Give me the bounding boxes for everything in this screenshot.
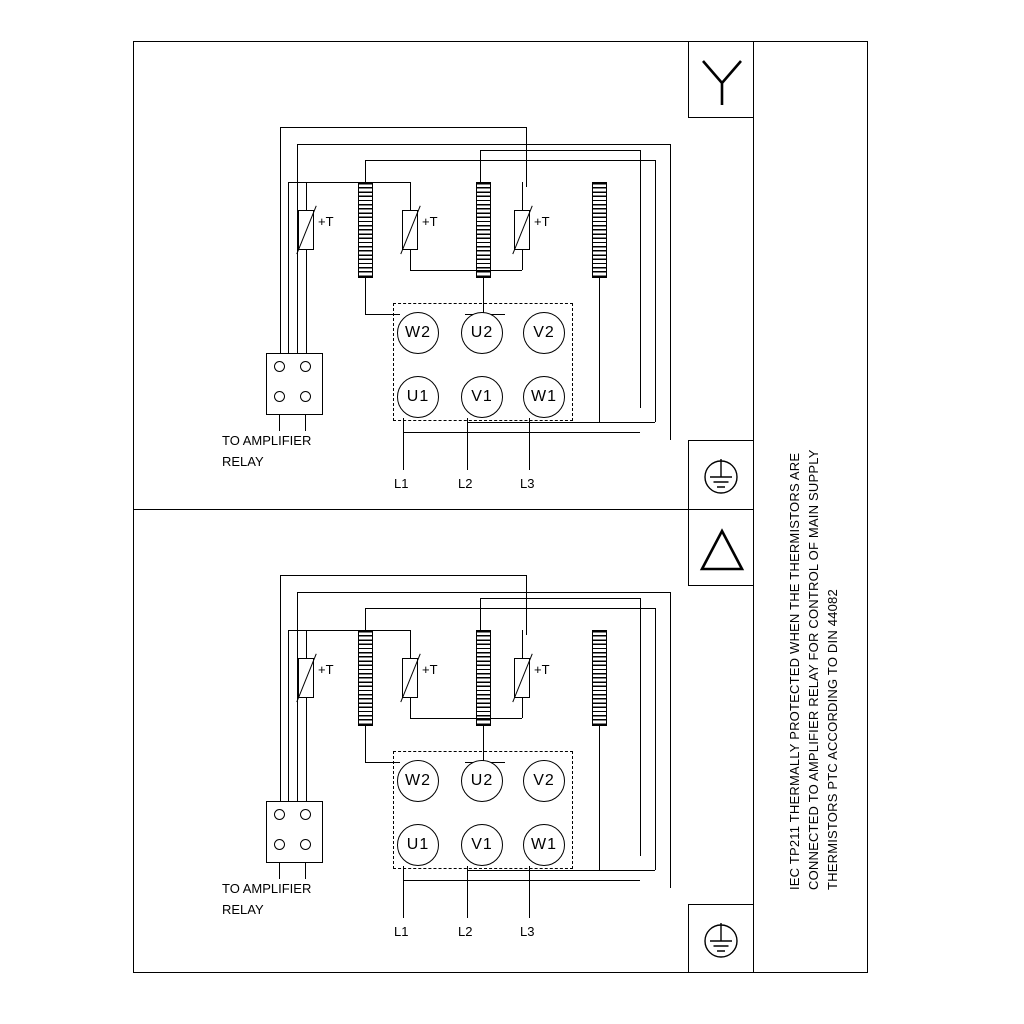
supply-lead-l3 bbox=[529, 866, 530, 918]
thermistor-3-label: +T bbox=[534, 662, 550, 677]
therm-1-top-lead bbox=[306, 182, 307, 210]
therm-1-to-2-top bbox=[306, 630, 410, 631]
therm-relay-lead-2-top bbox=[288, 630, 306, 631]
therm-3-bottom-lead bbox=[522, 250, 523, 270]
terminal-lead-down-1 bbox=[279, 415, 280, 431]
earth-ground-symbol bbox=[700, 919, 742, 963]
terminal-dot-2 bbox=[300, 361, 311, 372]
terminal-u1: U1 bbox=[397, 824, 439, 866]
terminal-lead-down-2 bbox=[305, 415, 306, 431]
supply-lead-l2 bbox=[467, 418, 468, 470]
supply-label-l3: L3 bbox=[520, 924, 535, 939]
terminal-dot-3 bbox=[274, 839, 285, 850]
coil-3-lead bbox=[599, 278, 600, 422]
wire-top-outer-4 bbox=[480, 150, 640, 151]
terminal-lead-down-2 bbox=[305, 863, 306, 879]
earth-cell-top-line-top bbox=[688, 440, 753, 441]
wire-top-outer-1-right bbox=[526, 127, 527, 187]
terminal-dot-4 bbox=[300, 391, 311, 402]
amplifier-label-line-2: RELAY bbox=[222, 902, 264, 917]
coil-1-lead bbox=[365, 726, 366, 762]
wire-top-outer-4-right bbox=[640, 150, 641, 408]
terminal-dot-3 bbox=[274, 391, 285, 402]
wire-top-outer-1 bbox=[280, 127, 526, 128]
wire-top-outer-4 bbox=[480, 598, 640, 599]
wire-top-outer-2 bbox=[297, 144, 670, 145]
symbol-cell-bottom-top bbox=[688, 117, 753, 118]
therm-relay-lead-2 bbox=[288, 630, 289, 806]
wire-top-outer-2-right bbox=[670, 144, 671, 440]
therm-3-top-lead bbox=[522, 182, 523, 210]
winding-coil-3 bbox=[592, 630, 607, 726]
terminal-dot-4 bbox=[300, 839, 311, 850]
therm-relay-lead-2 bbox=[288, 182, 289, 358]
terminal-w2: W2 bbox=[397, 760, 439, 802]
supply-label-l1: L1 bbox=[394, 924, 409, 939]
wire-top-outer-3 bbox=[365, 160, 655, 161]
symbol-column-divider-top bbox=[688, 41, 689, 117]
wire-top-outer-1 bbox=[280, 575, 526, 576]
wire-top-outer-3-right bbox=[655, 160, 656, 422]
amplifier-label-line-2: RELAY bbox=[222, 454, 264, 469]
winding-coil-1 bbox=[358, 630, 373, 726]
wire-top-outer-3-left bbox=[365, 608, 366, 630]
winding-coil-2 bbox=[476, 182, 491, 278]
earth-ground-symbol bbox=[700, 455, 742, 499]
note-line-3: THERMISTORS PTC ACCORDING TO DIN 44082 bbox=[825, 589, 840, 890]
supply-bridge-2 bbox=[467, 422, 655, 423]
wire-top-outer-4-right bbox=[640, 598, 641, 856]
supply-bridge-1 bbox=[403, 880, 640, 881]
panel-divider bbox=[133, 509, 753, 510]
terminal-v2: V2 bbox=[523, 760, 565, 802]
coil-1-lead bbox=[365, 278, 366, 314]
star-y-connection-symbol bbox=[698, 55, 746, 107]
wire-top-outer-2-left bbox=[297, 144, 298, 367]
terminal-v2: V2 bbox=[523, 312, 565, 354]
wire-top-outer-2-right bbox=[670, 592, 671, 888]
terminal-u2: U2 bbox=[461, 760, 503, 802]
therm-1-to-2-top bbox=[306, 182, 410, 183]
note-line-1: IEC TP211 THERMALLY PROTECTED WHEN THE THERMISTORS ARE bbox=[787, 452, 802, 890]
wire-top-outer-1-left bbox=[280, 127, 281, 367]
earth-cell-divider-bottom bbox=[688, 904, 689, 973]
winding-coil-2 bbox=[476, 630, 491, 726]
supply-lead-l1 bbox=[403, 866, 404, 918]
terminal-v1: V1 bbox=[461, 824, 503, 866]
symbol-cell-bottom-bottom bbox=[688, 585, 753, 586]
wire-top-outer-1-right bbox=[526, 575, 527, 635]
amplifier-label-line-1: TO AMPLIFIER bbox=[222, 433, 312, 448]
terminal-u1: U1 bbox=[397, 376, 439, 418]
supply-label-l3: L3 bbox=[520, 476, 535, 491]
wire-top-outer-4-left bbox=[480, 598, 481, 630]
terminal-u2: U2 bbox=[461, 312, 503, 354]
therm-1-top-lead bbox=[306, 630, 307, 658]
wire-top-outer-3-left bbox=[365, 160, 366, 182]
note-column-divider bbox=[753, 41, 754, 973]
therm-2-top-lead bbox=[410, 630, 411, 658]
note-line-2: CONNECTED TO AMPLIFIER RELAY FOR CONTROL OF MAIN SUPPLY bbox=[806, 449, 821, 890]
therm-2-to-3-bottom bbox=[410, 270, 522, 271]
supply-lead-l2 bbox=[467, 866, 468, 918]
terminal-w1: W1 bbox=[523, 824, 565, 866]
supply-bridge-1 bbox=[403, 432, 640, 433]
therm-3-bottom-lead bbox=[522, 698, 523, 718]
wire-top-outer-2 bbox=[297, 592, 670, 593]
amplifier-label-line-1: TO AMPLIFIER bbox=[222, 881, 312, 896]
thermistor-2-label: +T bbox=[422, 662, 438, 677]
supply-label-l2: L2 bbox=[458, 476, 473, 491]
wire-top-outer-3-right bbox=[655, 608, 656, 870]
terminal-dot-1 bbox=[274, 809, 285, 820]
therm-3-top-lead bbox=[522, 630, 523, 658]
therm-2-top-lead bbox=[410, 182, 411, 210]
terminal-dot-2 bbox=[300, 809, 311, 820]
wire-top-outer-1-left bbox=[280, 575, 281, 815]
wire-top-outer-2-left bbox=[297, 592, 298, 815]
therm-2-to-3-bottom bbox=[410, 718, 522, 719]
supply-label-l1: L1 bbox=[394, 476, 409, 491]
supply-label-l2: L2 bbox=[458, 924, 473, 939]
therm-2-bottom-lead bbox=[410, 698, 411, 718]
thermistor-3-label: +T bbox=[534, 214, 550, 229]
terminal-lead-down-1 bbox=[279, 863, 280, 879]
supply-bridge-2 bbox=[467, 870, 655, 871]
earth-cell-top-line-bottom bbox=[688, 904, 753, 905]
thermistor-1-label: +T bbox=[318, 214, 334, 229]
terminal-dot-1 bbox=[274, 361, 285, 372]
terminal-w2: W2 bbox=[397, 312, 439, 354]
delta-connection-symbol bbox=[698, 527, 746, 573]
thermistor-2-label: +T bbox=[422, 214, 438, 229]
therm-2-bottom-lead bbox=[410, 250, 411, 270]
wire-top-outer-3 bbox=[365, 608, 655, 609]
earth-cell-divider-top bbox=[688, 440, 689, 509]
terminal-w1: W1 bbox=[523, 376, 565, 418]
symbol-column-divider-bottom bbox=[688, 509, 689, 585]
therm-1-bottom-lead bbox=[306, 698, 307, 806]
supply-lead-l1 bbox=[403, 418, 404, 470]
terminal-v1: V1 bbox=[461, 376, 503, 418]
therm-1-bottom-lead bbox=[306, 250, 307, 358]
thermistor-1-label: +T bbox=[318, 662, 334, 677]
coil-3-lead bbox=[599, 726, 600, 870]
wire-top-outer-4-left bbox=[480, 150, 481, 182]
supply-lead-l3 bbox=[529, 418, 530, 470]
winding-coil-1 bbox=[358, 182, 373, 278]
therm-relay-lead-2-top bbox=[288, 182, 306, 183]
winding-coil-3 bbox=[592, 182, 607, 278]
